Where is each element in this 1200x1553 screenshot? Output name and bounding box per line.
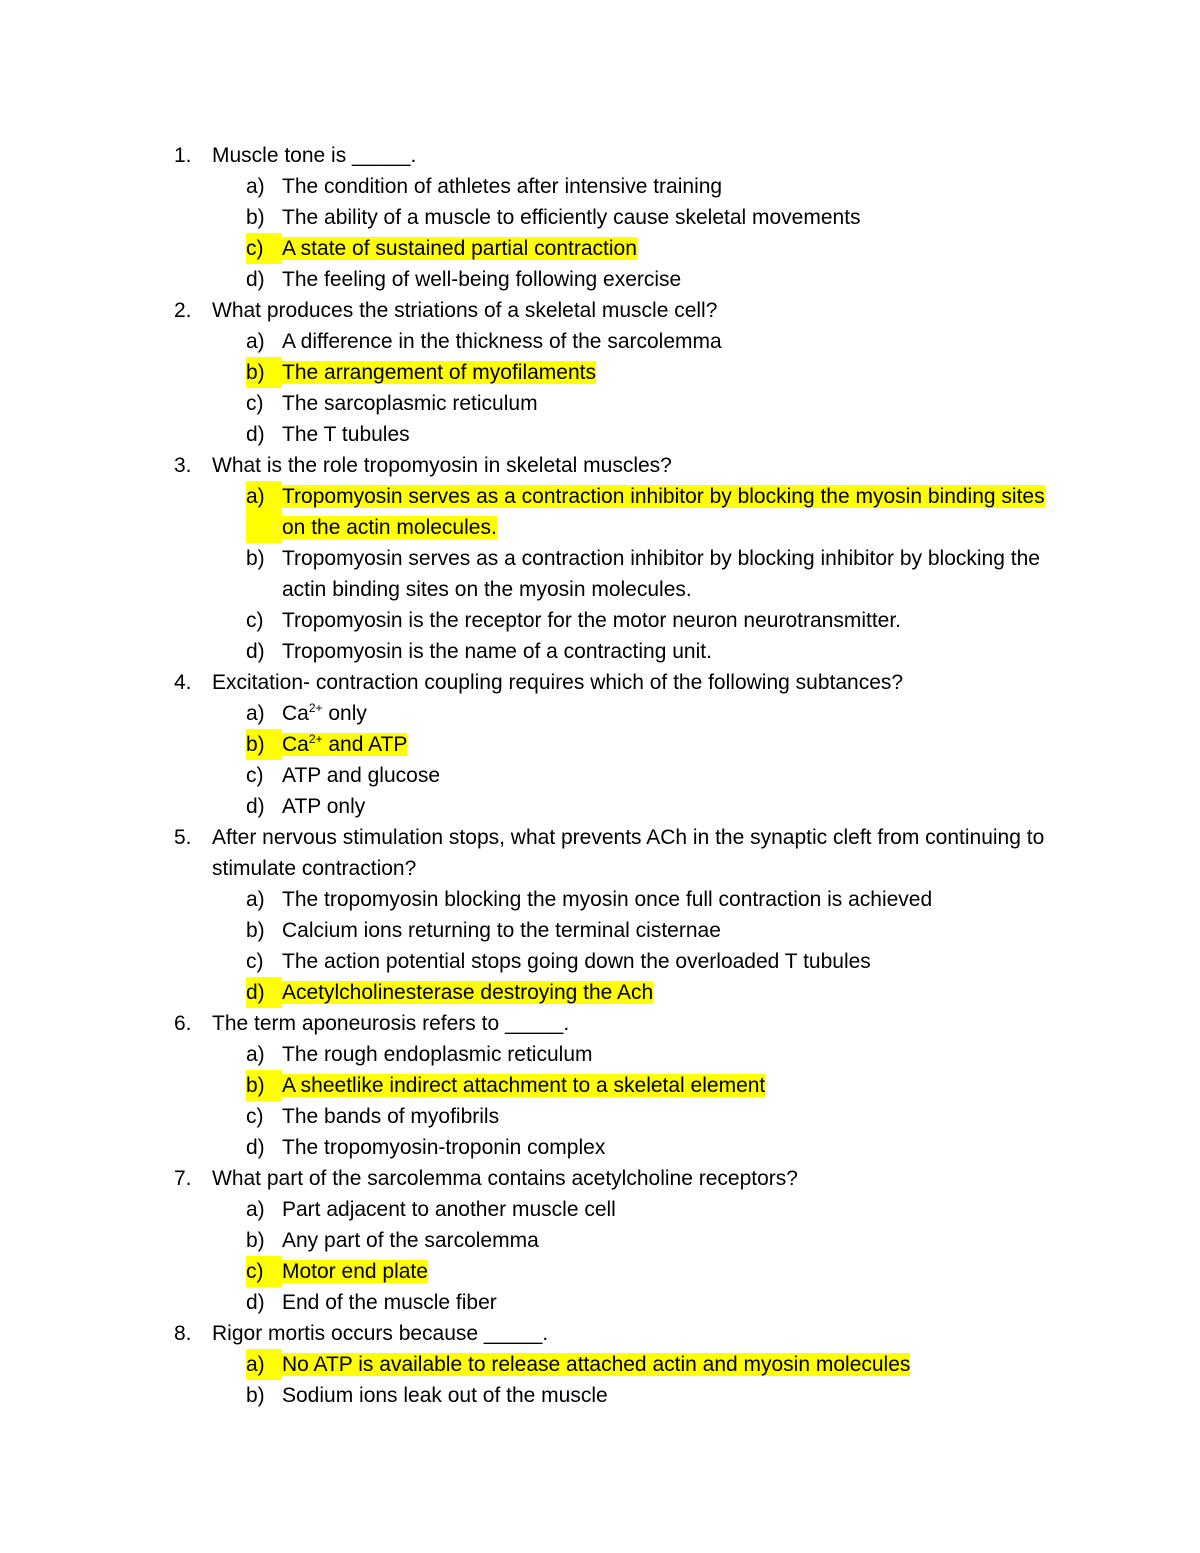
option-7b (246, 1225, 1046, 1256)
question-number: 5. (174, 826, 192, 849)
option-text: The rough endoplasmic reticulum (282, 1043, 593, 1066)
option-text-suffix: and ATP (322, 733, 408, 756)
charge-superscript: 2+ (308, 732, 323, 746)
question-7 (174, 1163, 1074, 1194)
option-letter: b) (246, 357, 282, 388)
option-text-highlighted: Tropomyosin serves as a contraction inhibitor by blocking the myosin binding sites on the actin molecules. (282, 485, 1045, 539)
option-letter: a) (246, 175, 265, 198)
option-2c (246, 388, 1046, 419)
option-7d (246, 1287, 1046, 1318)
option-letter: c) (246, 1256, 282, 1287)
option-letter: b) (246, 206, 265, 229)
option-text: ATP only (282, 795, 366, 818)
question-number: 4. (174, 671, 192, 694)
charge-superscript: 2+ (308, 701, 323, 715)
option-3c (246, 605, 1046, 636)
option-text: The ability of a muscle to efficiently cause skeletal movements (282, 206, 861, 229)
question-text: Excitation- contraction coupling requires which of the following subtances? (212, 671, 904, 694)
option-letter: c) (246, 950, 264, 973)
question-1 (174, 140, 1074, 171)
option-4d (246, 791, 1046, 822)
question-2 (174, 295, 1074, 326)
option-letter: a) (246, 1198, 265, 1221)
question-text: After nervous stimulation stops, what prevents ACh in the synaptic cleft from continuing to stimulate contraction? (212, 826, 1045, 880)
option-letter: b) (246, 547, 265, 570)
calcium-symbol: Ca (282, 702, 309, 725)
option-letter: d) (246, 640, 265, 663)
question-text: Muscle tone is _____. (212, 144, 417, 167)
option-text: A difference in the thickness of the sarcolemma (282, 330, 722, 353)
option-text-highlighted (282, 733, 407, 756)
option-letter: c) (246, 233, 282, 264)
question-text: Rigor mortis occurs because _____. (212, 1322, 549, 1345)
option-letter: d) (246, 268, 265, 291)
option-text: Tropomyosin is the receptor for the motor neuron neurotransmitter. (282, 609, 902, 632)
question-text: What is the role tropomyosin in skeletal muscles? (212, 454, 672, 477)
option-text: The action potential stops going down the overloaded T tubules (282, 950, 871, 973)
option-1c-correct (246, 233, 1046, 264)
question-text: What produces the striations of a skeletal muscle cell? (212, 299, 718, 322)
option-letter: a) (246, 1349, 282, 1380)
option-5c (246, 946, 1046, 977)
option-text: Calcium ions returning to the terminal cisternae (282, 919, 721, 942)
option-5d-correct (246, 977, 1046, 1008)
question-number: 3. (174, 454, 192, 477)
question-number: 2. (174, 299, 192, 322)
option-6c (246, 1101, 1046, 1132)
option-1d (246, 264, 1046, 295)
option-1a (246, 171, 1046, 202)
option-3a-correct (246, 481, 1046, 543)
question-3 (174, 450, 1074, 481)
option-1b (246, 202, 1046, 233)
option-3b (246, 543, 1046, 605)
question-number: 8. (174, 1322, 192, 1345)
option-text: End of the muscle fiber (282, 1291, 497, 1314)
question-number: 1. (174, 144, 192, 167)
question-6 (174, 1008, 1074, 1039)
option-text-highlighted: The arrangement of myofilaments (282, 361, 596, 384)
option-letter: b) (246, 1070, 282, 1101)
question-text: The term aponeurosis refers to _____. (212, 1012, 570, 1035)
option-letter: c) (246, 1105, 264, 1128)
question-number: 6. (174, 1012, 192, 1035)
option-letter: b) (246, 1384, 265, 1407)
question-5 (174, 822, 1074, 884)
option-text-suffix: only (322, 702, 367, 725)
option-2b-correct (246, 357, 1046, 388)
option-letter: b) (246, 1229, 265, 1252)
option-6a (246, 1039, 1046, 1070)
option-letter: b) (246, 729, 282, 760)
question-text: What part of the sarcolemma contains acetylcholine receptors? (212, 1167, 798, 1190)
option-text: The bands of myofibrils (282, 1105, 500, 1128)
option-5b (246, 915, 1046, 946)
option-text-highlighted: A sheetlike indirect attachment to a skeletal element (282, 1074, 766, 1097)
option-text: The condition of athletes after intensive training (282, 175, 723, 198)
option-letter: d) (246, 977, 282, 1008)
option-text: The feeling of well-being following exercise (282, 268, 682, 291)
quiz-page (0, 140, 1200, 1411)
option-text: ATP and glucose (282, 764, 440, 787)
option-text-highlighted: Motor end plate (282, 1260, 428, 1283)
question-4 (174, 667, 1074, 698)
option-5a (246, 884, 1046, 915)
option-text-highlighted: A state of sustained partial contraction (282, 237, 637, 260)
option-letter: d) (246, 1136, 265, 1159)
question-number: 7. (174, 1167, 192, 1190)
option-text-highlighted: No ATP is available to release attached actin and myosin molecules (282, 1353, 911, 1376)
option-text: The T tubules (282, 423, 410, 446)
option-letter: a) (246, 481, 282, 543)
option-letter: d) (246, 423, 265, 446)
option-8a-correct (246, 1349, 1046, 1380)
option-letter: a) (246, 888, 265, 911)
option-text-highlighted: Acetylcholinesterase destroying the Ach (282, 981, 654, 1004)
option-6d (246, 1132, 1046, 1163)
question-8 (174, 1318, 1074, 1349)
option-letter: d) (246, 795, 265, 818)
option-3d (246, 636, 1046, 667)
option-letter: c) (246, 609, 264, 632)
option-text: Sodium ions leak out of the muscle (282, 1384, 608, 1407)
option-text: Any part of the sarcolemma (282, 1229, 539, 1252)
option-letter: d) (246, 1291, 265, 1314)
option-4a (246, 698, 1046, 729)
calcium-symbol: Ca (282, 733, 309, 756)
option-letter: c) (246, 392, 264, 415)
option-letter: a) (246, 1043, 265, 1066)
option-letter: a) (246, 330, 265, 353)
option-6b-correct (246, 1070, 1046, 1101)
option-2d (246, 419, 1046, 450)
option-text (282, 702, 367, 725)
option-letter: b) (246, 919, 265, 942)
option-text: Tropomyosin is the name of a contracting unit. (282, 640, 712, 663)
option-letter: a) (246, 702, 265, 725)
option-text: Tropomyosin serves as a contraction inhibitor by blocking inhibitor by blocking the actin binding sites on the myosin molecules. (282, 547, 1040, 601)
option-text: The sarcoplasmic reticulum (282, 392, 538, 415)
option-4b-correct (246, 729, 1046, 760)
option-8b (246, 1380, 1046, 1411)
option-4c (246, 760, 1046, 791)
option-7a (246, 1194, 1046, 1225)
option-letter: c) (246, 764, 264, 787)
option-2a (246, 326, 1046, 357)
option-text: The tropomyosin blocking the myosin once full contraction is achieved (282, 888, 933, 911)
option-text: Part adjacent to another muscle cell (282, 1198, 616, 1221)
option-7c-correct (246, 1256, 1046, 1287)
option-text: The tropomyosin-troponin complex (282, 1136, 606, 1159)
